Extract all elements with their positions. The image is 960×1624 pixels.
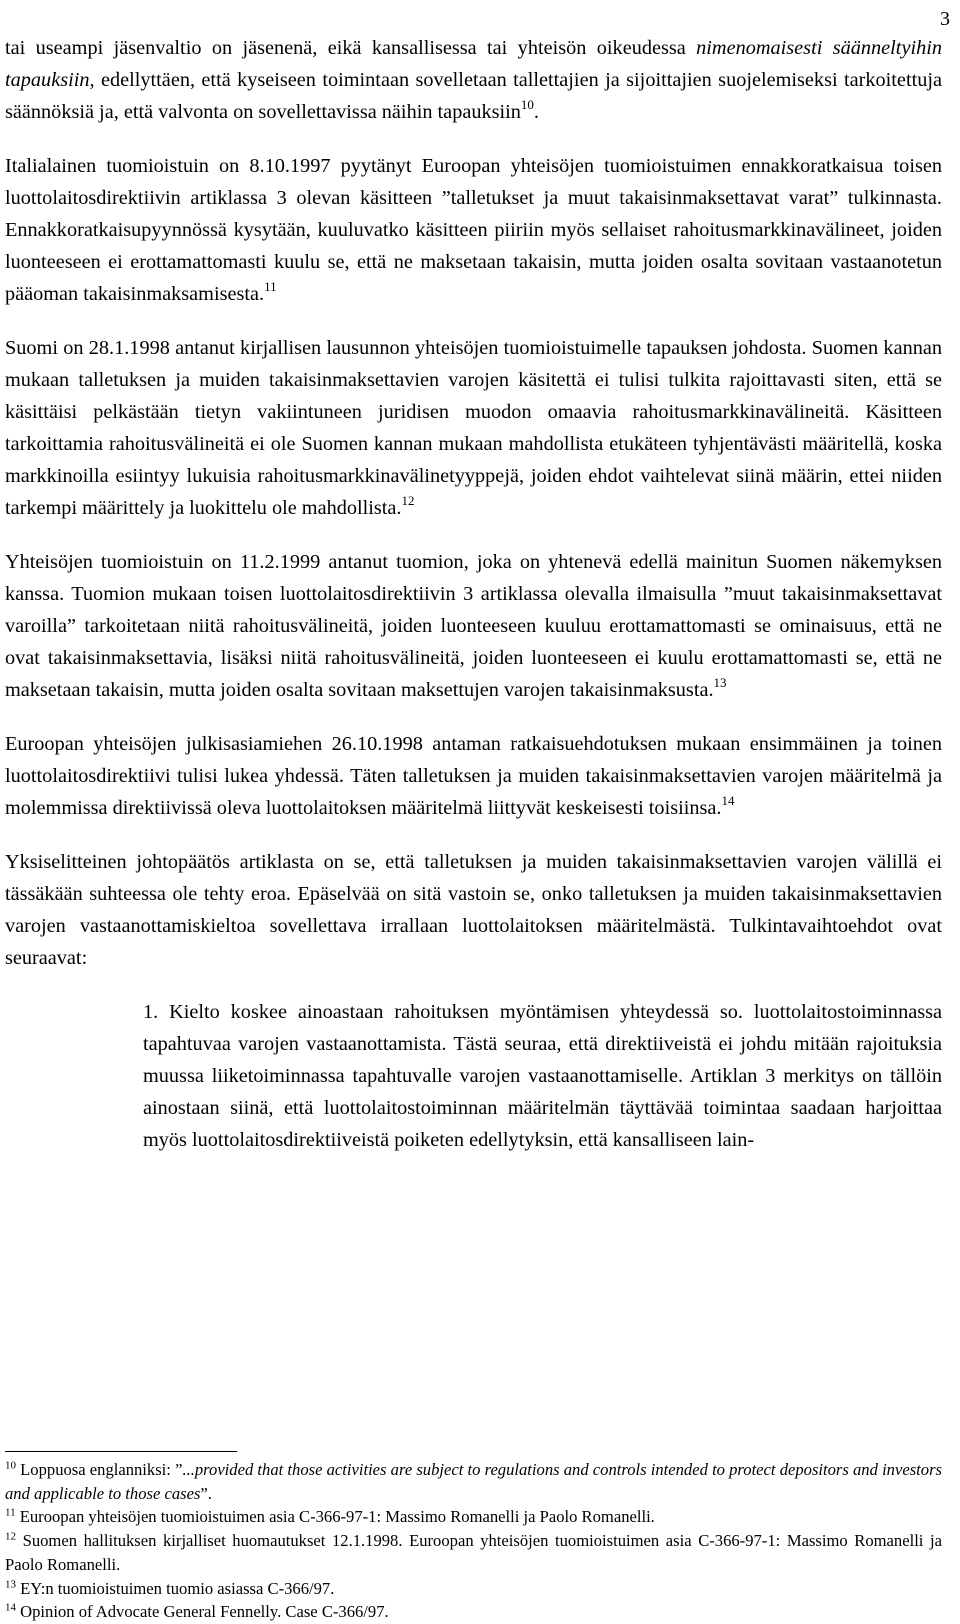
document-body <box>5 32 942 1156</box>
footnote-11 <box>5 1505 942 1529</box>
footnote-ref-11[interactable]: 11 <box>264 279 277 295</box>
footnotes <box>5 1458 942 1624</box>
footnote-12 <box>5 1529 942 1576</box>
text-segment: Loppuosa englanniksi: ” <box>16 1460 183 1479</box>
emphasis-text: ...provided that those activities are subject to regulations and controls intended to protect depositors and investors and applicable to those cases <box>5 1460 942 1503</box>
footnote-10 <box>5 1458 942 1505</box>
footnote-number: 13 <box>5 1577 16 1590</box>
footnote-ref-13[interactable]: 13 <box>713 675 727 691</box>
text-segment: Opinion of Advocate General Fennelly. Case C-366/97. <box>16 1602 389 1622</box>
text-segment: Yhteisöjen tuomioistuin on 11.2.1999 antanut tuomion, joka on yhtenevä edellä mainitun Suomen näkemyksen kanssa. Tuomion mukaan toisen luottolaitosdirektiivin 3 artiklassa olevalla ilmaisulla ”muut takaisinmaksettavat varoilla” tarkoitetaan niitä rahoitusvälineitä, joiden luonteeseen kuuluu erottamattomasti se ominaisuus, että ne ovat takaisinmaksettavia, lisäksi niitä rahoitusvälineitä, joiden luonteeseen ei kuulu erottamattomasti se, että ne maksetaan takaisin, mutta joiden osalta sovitaan maksettujen varojen takaisinmaksusta. <box>5 551 942 701</box>
text-segment: Suomi on 28.1.1998 antanut kirjallisen lausunnon yhteisöjen tuomioistuimelle tapauksen johdosta. Suomen kannan mukaan talletuksen ja muiden takaisinmaksettavien varojen käsitettä ei tulisi tulkita rajoittavasti siten, että se käsittäisi pelkästään tietyn vakiintuneen juridisen muodon omaavia rahoitusmarkkinavälineitä. Käsitteen tarkoittamia rahoitusvälineitä ei ole Suomen kannan mukaan mahdollista etukäteen tyhjentävästi määritellä, koska markkinoilla esiintyy lukuisia rahoitusmarkkinavälinetyyppejä, joiden ehdot vaihtelevat siinä määrin, ettei niiden tarkempi määrittely ja luokittelu ole mahdollista. <box>5 337 942 519</box>
text-segment: EY:n tuomioistuimen tuomio asiassa C-366/97. <box>16 1578 335 1598</box>
footnote-number: 11 <box>5 1506 16 1519</box>
list-item-1: 1. Kielto koskee ainoastaan rahoituksen myöntämisen yhteydessä so. luottolaitostoiminnassa tapahtuvaa varojen vastaanottamista. Tästä seuraa, että direktiiveistä ei johdu mitään rajoituksia muussa liiketoiminnassa tapahtuvalle varojen vastaanottamiselle. Artiklan 3 merkitys on tällöin ainostaan siinä, että luottolaitostoiminnan määritelmän täyttävää toimintaa saadaan harjoittaa myös luottolaitosdirektiiveistä poiketen edellytyksin, että kansalliseen lain- <box>143 1001 942 1151</box>
paragraph-conclusion: Yksiselitteinen johtopäätös artiklasta on se, että talletuksen ja muiden takaisinmaksettavien varojen välillä ei tässäkään suhteessa ole tehty eroa. Epäselvää on sitä vastoin se, onko talletuksen ja muiden takaisinmaksettavien varojen vastaanottamiskieltoa sovellettava irrallaan luottolaitoksen määritelmästä. Tulkintavaihtoehdot ovat seuraavat: <box>5 851 942 969</box>
footnote-13 <box>5 1577 942 1601</box>
footnote-ref-14[interactable]: 14 <box>721 793 735 809</box>
emphasis-text: nimenomaisesti säänneltyihin tapauksiin <box>5 37 942 91</box>
footnote-number: 14 <box>5 1601 16 1614</box>
text-segment: Euroopan yhteisöjen tuomioistuimen asia C-366-97-1: Massimo Romanelli ja Paolo Romanelli. <box>15 1507 655 1527</box>
footnote-14 <box>5 1600 942 1624</box>
footnote-ref-12[interactable]: 12 <box>401 493 415 509</box>
paragraph-continuation <box>5 32 942 128</box>
page-number: 3 <box>940 8 950 30</box>
footnote-divider <box>5 1451 237 1452</box>
paragraph-court-judgment <box>5 546 942 706</box>
text-segment: Euroopan yhteisöjen julkisasiamiehen 26.10.1998 antaman ratkaisuehdotuksen mukaan ensimmäinen ja toinen luottolaitosdirektiivi tulisi lukea yhdessä. Täten talletuksen ja muiden takaisinmaksettavien varojen määritelmä ja molemmissa direktiivissä oleva luottolaitoksen määritelmä liittyvät keskeisesti toisiinsa. <box>5 733 942 819</box>
text-segment: , edellyttäen, että kyseiseen toimintaan sovelletaan tallettajien ja sijoittajien suojelemiseksi tarkoitettuja säännöksiä ja, että valvonta on sovellettavissa näihin tapauksiin <box>5 69 942 123</box>
text-segment: . <box>533 101 539 123</box>
paragraph-italian-court <box>5 150 942 310</box>
paragraph-finland-statement <box>5 332 942 524</box>
text-segment: tai useampi jäsenvaltio on jäsenenä, eikä kansallisessa tai yhteisön oikeudessa <box>5 37 697 59</box>
text-segment: Italialainen tuomioistuin on 8.10.1997 pyytänyt Euroopan yhteisöjen tuomioistuimen ennakkoratkaisua toisen luottolaitosdirektiivin artiklassa 3 olevan käsitteen ”talletukset ja muut takaisinmaksettavat varat” tulkinnasta. Ennakkoratkaisupyynnössä kysytään, kuuluvatko käsitteen piiriin myös sellaiset rahoitusmarkkinavälineet, joiden luonteeseen ei erottamattomasti kuulu se, että ne maksetaan takaisin, mutta joiden osalta sovitaan vastaanotetun pääoman takaisinmaksamisesta. <box>5 155 942 305</box>
text-segment: Suomen hallituksen kirjalliset huomautukset 12.1.1998. Euroopan yhteisöjen tuomioistuimen asia C-366-97-1: Massimo Romanelli ja Paolo Romanelli. <box>5 1531 942 1574</box>
paragraph-advocate-general <box>5 728 942 824</box>
text-segment: ”. <box>200 1483 212 1503</box>
footnote-number: 10 <box>5 1459 16 1472</box>
footnote-number: 12 <box>5 1530 16 1543</box>
footnote-ref-10[interactable]: 10 <box>520 97 534 113</box>
